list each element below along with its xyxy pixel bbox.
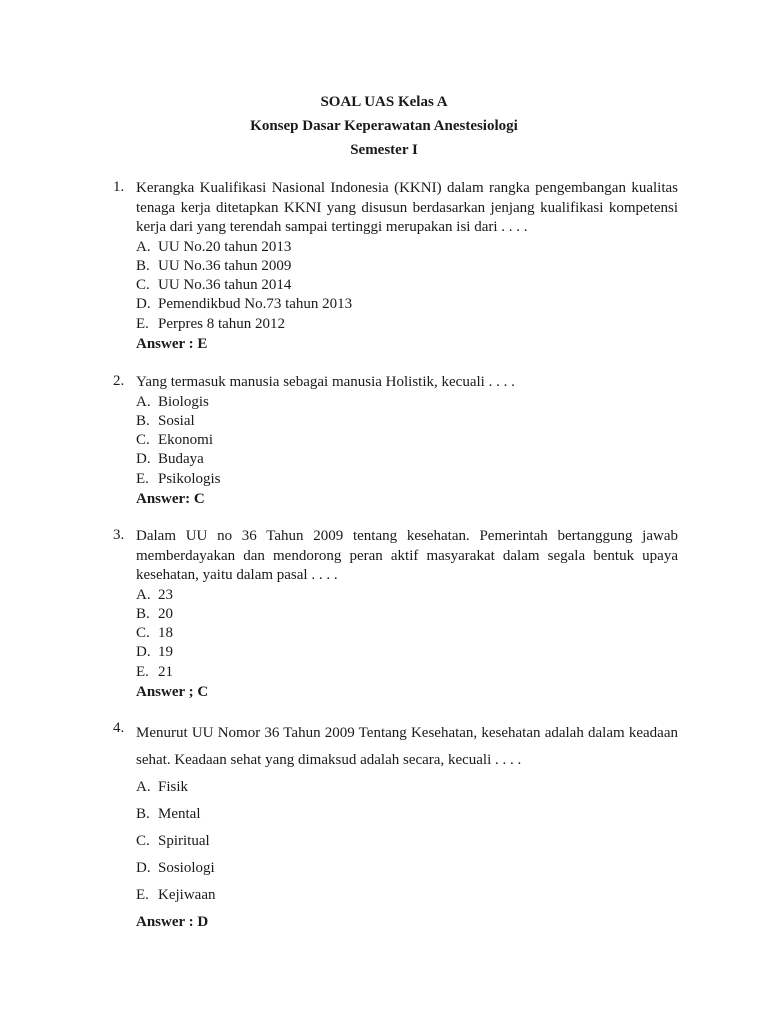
option-b [136,801,678,828]
option-e [136,663,678,682]
option-d [136,295,678,314]
option-a [136,238,678,257]
option-label: E. [136,887,149,903]
option-text: Perpres 8 tahun 2012 [158,315,286,332]
option-text: Mental [158,806,201,822]
question-stem: Dalam UU no 36 Tahun 2009 tentang kesehatan. Pemerintah bertanggung jawab memberdayakan dan mendorong peran aktif masyarakat dalam segala bentuk upaya kesehatan, yaitu dalam pasal . . . . [136,528,678,583]
option-text: Pemendikbud No.73 tahun 2013 [158,296,353,313]
question-2 [113,373,678,509]
option-label: C. [136,432,150,449]
option-text: 19 [158,644,173,661]
option-a [136,586,678,605]
option-d [136,450,678,469]
option-text: Psikologis [158,470,221,487]
header-semester: Semester I [350,142,418,158]
option-text: Kejiwaan [158,887,216,903]
answer-key: Answer : D [136,914,209,930]
option-text: UU No.20 tahun 2013 [158,238,292,255]
question-3 [113,527,678,702]
option-text: 21 [158,663,173,680]
option-text: Budaya [158,451,204,468]
option-d [136,855,678,882]
option-e [136,882,678,909]
option-label: B. [136,806,150,822]
option-label: A. [136,238,151,255]
option-text: UU No.36 tahun 2014 [158,277,292,294]
option-text: UU No.36 tahun 2009 [158,257,292,274]
option-label: D. [136,860,151,876]
option-text: 23 [158,586,173,603]
question-stem: Menurut UU Nomor 36 Tahun 2009 Tentang Kesehatan, kesehatan adalah dalam keadaan sehat. Keadaan sehat yang dimaksud adalah secara, kecuali . . . . [136,725,678,768]
option-text: Fisik [158,779,189,795]
option-b [136,257,678,276]
option-label: D. [136,451,151,468]
option-e [136,470,678,489]
question-number: 2. [113,373,125,389]
option-label: B. [136,412,150,429]
question-stem: Kerangka Kualifikasi Nasional Indonesia (KKNI) dalam rangka pengembangan kualitas tenaga kerja ditetapkan KKNI yang disusun berdasarkan jenjang kualifikasi kompetensi kerja dari yang terendah sampai tertinggi merupakan isi dari . . . . [136,180,678,235]
option-label: E. [136,315,149,332]
option-text: Sosial [158,412,195,429]
option-label: B. [136,257,150,274]
question-stem: Yang termasuk manusia sebagai manusia Holistik, kecuali . . . . [136,374,515,390]
option-text: Spiritual [158,833,210,849]
option-e [136,315,678,334]
option-b [136,605,678,624]
option-text: Biologis [158,393,209,410]
question-number: 1. [113,179,125,195]
option-c [136,828,678,855]
answer-key: Answer ; C [136,683,209,700]
option-label: B. [136,605,150,622]
header-title: SOAL UAS Kelas A [320,94,448,110]
option-label: A. [136,393,151,410]
document-header [0,92,768,164]
option-label: A. [136,586,151,603]
option-label: C. [136,833,150,849]
option-a [136,774,678,801]
question-number: 4. [113,720,125,736]
option-text: 20 [158,605,173,622]
option-label: D. [136,644,151,661]
option-label: A. [136,779,151,795]
option-text: 18 [158,625,173,642]
option-label: E. [136,470,149,487]
option-label: D. [136,296,151,313]
option-c [136,431,678,450]
option-c [136,624,678,643]
option-label: C. [136,277,150,294]
option-label: C. [136,625,150,642]
question-4 [113,720,678,936]
option-a [136,393,678,412]
header-course: Konsep Dasar Keperawatan Anestesiologi [250,118,518,134]
question-number: 3. [113,527,125,543]
option-text: Ekonomi [158,432,213,449]
answer-key: Answer: C [136,490,205,507]
answer-key: Answer : E [136,335,208,352]
option-label: E. [136,663,149,680]
option-text: Sosiologi [158,860,215,876]
option-d [136,643,678,662]
option-b [136,412,678,431]
option-c [136,276,678,295]
question-1 [113,179,678,354]
